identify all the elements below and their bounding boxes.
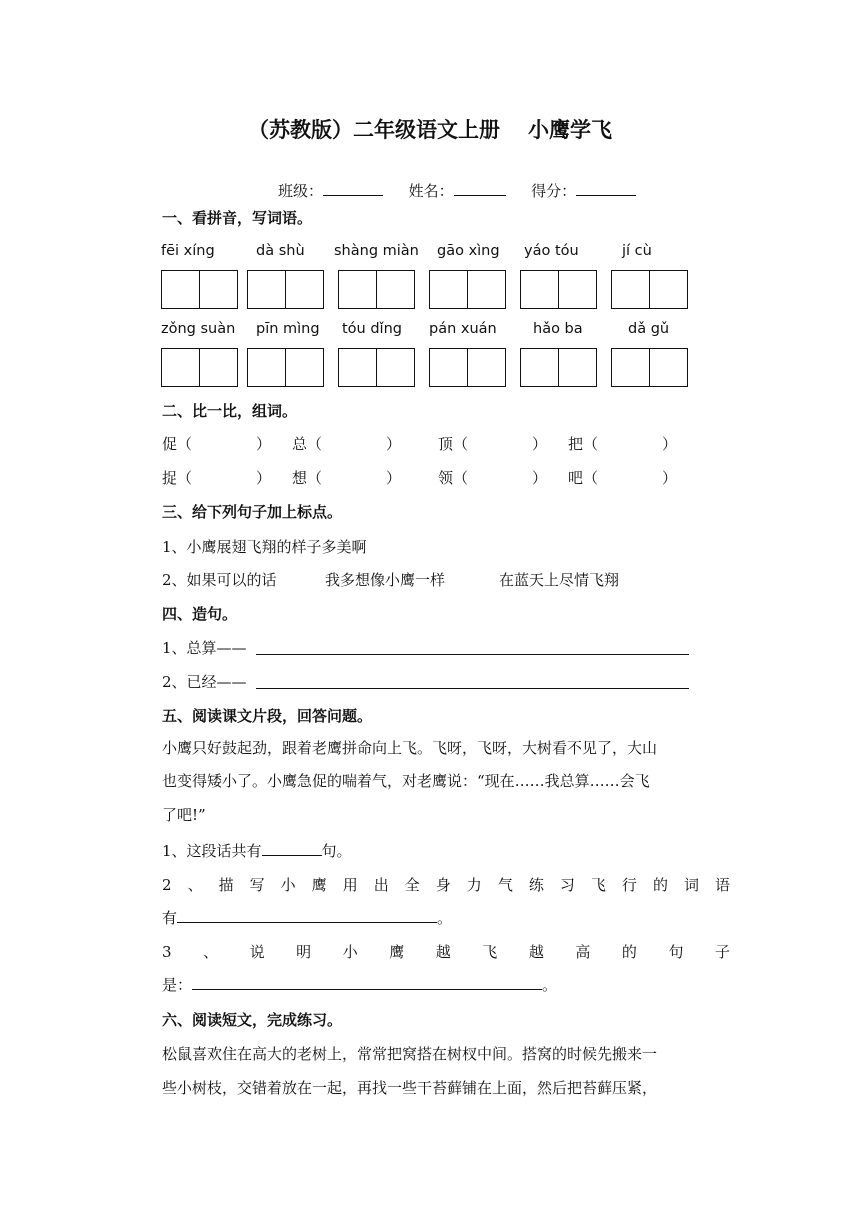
- writing-grid[interactable]: [520, 270, 597, 309]
- make-sentence-1: 1、总算——: [162, 639, 247, 657]
- section-5-heading: 五、阅读课文片段，回答问题。: [162, 707, 373, 725]
- word-compare-item: 吧（: [568, 469, 599, 487]
- reading-passage-line: 也变得矮小了。小鹰急促的喘着气，对老鹰说：“现在……我总算……会飞: [162, 772, 650, 790]
- section-4-heading: 四、造句。: [162, 605, 238, 623]
- pinyin-label: gāo xìng: [437, 243, 500, 259]
- question-3-text: 3、说明小鹰越飞越高的句子: [162, 943, 730, 961]
- writing-grid[interactable]: [247, 348, 324, 387]
- question-3-prefix: 是：: [162, 976, 193, 994]
- word-compare-item: 想（: [292, 469, 323, 487]
- section-6-heading: 六、阅读短文，完成练习。: [162, 1011, 343, 1029]
- bracket-close: ）: [386, 469, 402, 487]
- bracket-close: ）: [256, 469, 272, 487]
- question-2-text: 2、描写小鹰用出全身力气练习飞行的词语: [162, 876, 730, 894]
- reading-passage-line: 松鼠喜欢住在高大的老树上，常常把窝搭在树杈中间。搭窝的时候先搬来一: [162, 1045, 658, 1063]
- question-1-suffix: 句。: [321, 842, 352, 860]
- question-3-period: 。: [542, 976, 558, 994]
- pinyin-label: yáo tóu: [524, 243, 579, 259]
- word-compare-item: 总（: [292, 435, 323, 453]
- word-compare-item: 领（: [438, 469, 469, 487]
- answer-line[interactable]: [256, 688, 689, 689]
- question-3-answer: [162, 974, 557, 995]
- bracket-close: ）: [532, 435, 548, 453]
- name-blank[interactable]: [454, 181, 506, 196]
- pinyin-label: dà shù: [256, 243, 305, 259]
- answer-blank[interactable]: [177, 908, 437, 923]
- pinyin-label: zǒng suàn: [161, 321, 236, 337]
- writing-grid[interactable]: [161, 270, 238, 309]
- pinyin-label: shàng miàn: [334, 243, 419, 259]
- score-label: 得分：: [531, 182, 577, 200]
- writing-grid[interactable]: [338, 348, 415, 387]
- word-compare-item: 促（: [162, 435, 193, 453]
- bracket-close: ）: [256, 435, 272, 453]
- writing-grid[interactable]: [429, 270, 506, 309]
- writing-grid[interactable]: [611, 348, 688, 387]
- title-lesson: 小鹰学飞: [528, 117, 612, 142]
- question-2-period: 。: [437, 909, 453, 927]
- pinyin-label: jí cù: [622, 243, 652, 259]
- sentence-2-part-1: 2、如果可以的话: [162, 571, 277, 589]
- section-1-heading: 一、看拼音，写词语。: [162, 209, 313, 227]
- question-1: [162, 840, 352, 861]
- student-info-line: [278, 180, 636, 201]
- writing-grid[interactable]: [161, 348, 238, 387]
- bracket-close: ）: [532, 469, 548, 487]
- writing-grid[interactable]: [338, 270, 415, 309]
- title-main: （苏教版）二年级语文上册: [248, 117, 500, 142]
- make-sentence-2: 2、已经——: [162, 673, 247, 691]
- writing-grid[interactable]: [611, 270, 688, 309]
- reading-passage-line: 小鹰只好鼓起劲，跟着老鹰拼命向上飞。飞呀，飞呀，大树看不见了，大山: [162, 739, 658, 757]
- bracket-close: ）: [662, 435, 678, 453]
- pinyin-label: pán xuán: [429, 321, 497, 337]
- sentence-2-part-2: 我多想像小鹰一样: [325, 571, 446, 589]
- answer-blank[interactable]: [192, 975, 542, 990]
- answer-line[interactable]: [256, 654, 689, 655]
- class-blank[interactable]: [323, 181, 383, 196]
- name-label: 姓名：: [408, 182, 454, 200]
- bracket-close: ）: [386, 435, 402, 453]
- question-1-text: 1、这段话共有: [162, 842, 262, 860]
- word-compare-item: 捉（: [162, 469, 193, 487]
- class-label: 班级：: [278, 182, 324, 200]
- sentence-2-part-3: 在蓝天上尽情飞翔: [499, 571, 620, 589]
- pinyin-label: hǎo ba: [533, 321, 583, 337]
- writing-grid[interactable]: [520, 348, 597, 387]
- pinyin-label: fēi xíng: [161, 243, 215, 259]
- question-2-answer: [162, 907, 452, 928]
- question-2-prefix: 有: [162, 909, 178, 927]
- word-compare-item: 顶（: [438, 435, 469, 453]
- section-3-heading: 三、给下列句子加上标点。: [162, 503, 343, 521]
- writing-grid[interactable]: [429, 348, 506, 387]
- reading-passage-line: 了吧!”: [162, 806, 206, 824]
- pinyin-label: pīn mìng: [256, 321, 320, 337]
- pinyin-label: tóu dǐng: [342, 321, 402, 337]
- writing-grid[interactable]: [247, 270, 324, 309]
- pinyin-label: dǎ gǔ: [628, 321, 670, 337]
- reading-passage-line: 些小树枝，交错着放在一起，再找一些干苔藓铺在上面，然后把苔藓压紧，: [162, 1079, 658, 1097]
- word-compare-item: 把（: [568, 435, 599, 453]
- bracket-close: ）: [662, 469, 678, 487]
- sentence-1: 1、小鹰展翅飞翔的样子多美啊: [162, 538, 367, 556]
- page-title: [0, 114, 860, 144]
- section-2-heading: 二、比一比，组词。: [162, 402, 298, 420]
- answer-blank[interactable]: [262, 841, 322, 856]
- score-blank[interactable]: [576, 181, 636, 196]
